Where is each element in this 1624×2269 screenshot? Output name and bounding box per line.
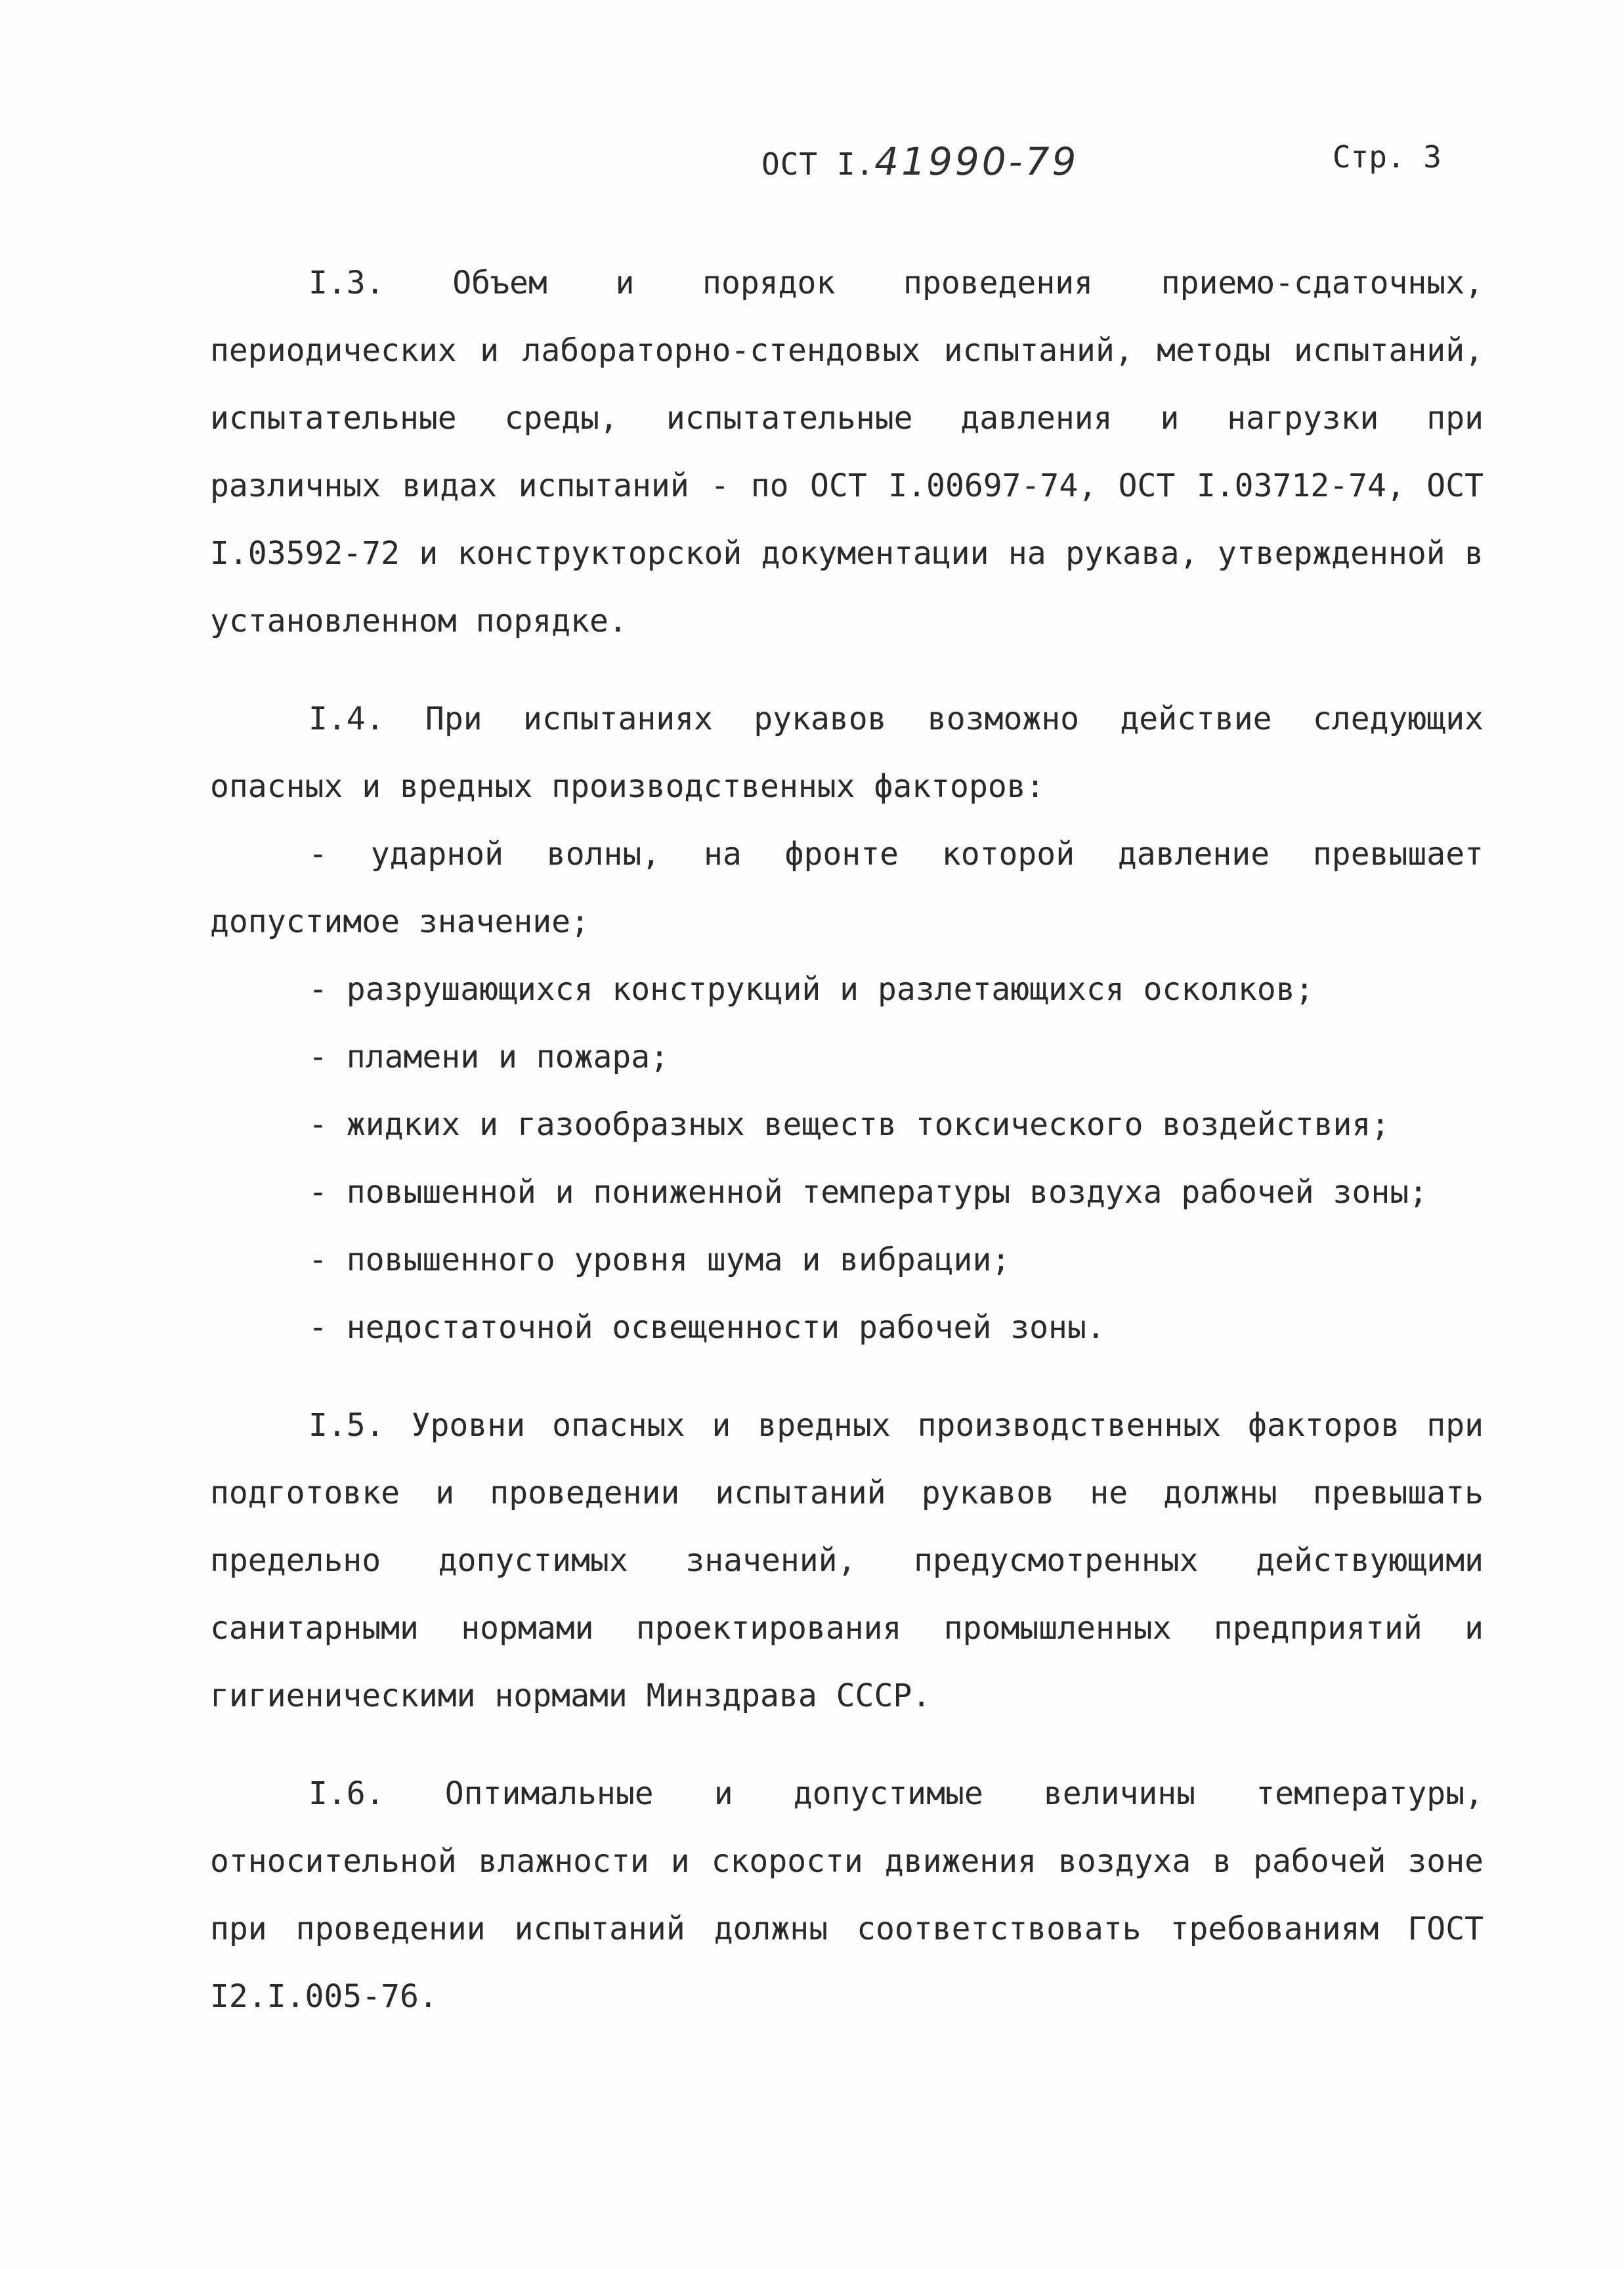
list-item: - недостаточной освещенности рабочей зоны.: [309, 1309, 1105, 1346]
list-item: - пламени и пожара;: [309, 1039, 670, 1075]
paragraph-1-4-intro: I.4. При испытаниях рукавов возможно действие следующих опасных и вредных производственных факторов:: [210, 701, 1484, 805]
document-code-handwritten: 41990-79: [874, 139, 1079, 184]
list-item: - жидких и газообразных веществ токсического воздействия;: [309, 1106, 1390, 1143]
page-number: Стр. 3: [1332, 139, 1442, 175]
document-code-printed: ОСТ I.: [761, 146, 875, 182]
paragraph-1-5: I.5. Уровни опасных и вредных производственных факторов при подготовке и проведении испытаний рукавов не должны превышать предельно допустимых значений, предусмотренных действующими санитарными нормами проектирования промышленных предприятий и гигиеническими нормами Минздрава СССР.: [210, 1407, 1484, 1714]
page-header: [761, 130, 1457, 183]
paragraph-1-3: I.3. Объем и порядок проведения приемо-сдаточных, периодических и лабораторно-стендовых испытаний, методы испытаний, испытательные среды, испытательные давления и нагрузки при различных видах испытаний - по ОСТ I.00697-74, ОСТ I.03712-74, ОСТ I.03592-72 и конструкторской документации на рукава, утвержденной в установленном порядке.: [210, 265, 1484, 639]
hazard-list: [210, 821, 1484, 1362]
list-item: - повышенной и пониженной температуры воздуха рабочей зоны;: [309, 1174, 1428, 1211]
list-item: - повышенного уровня шума и вибрации;: [309, 1242, 1011, 1278]
document-body: [210, 249, 1484, 2031]
document-code: [761, 139, 1079, 184]
list-item: - разрушающихся конструкций и разлетающихся осколков;: [309, 971, 1314, 1008]
paragraph-1-6: I.6. Оптимальные и допустимые величины температуры, относительной влажности и скорости движения воздуха в рабочей зоне при проведении испытаний должны соответствовать требованиям ГОСТ I2.I.005-76.: [210, 1775, 1484, 2015]
list-item: - ударной волны, на фронте которой давление превышает допустимое значение;: [210, 836, 1484, 940]
